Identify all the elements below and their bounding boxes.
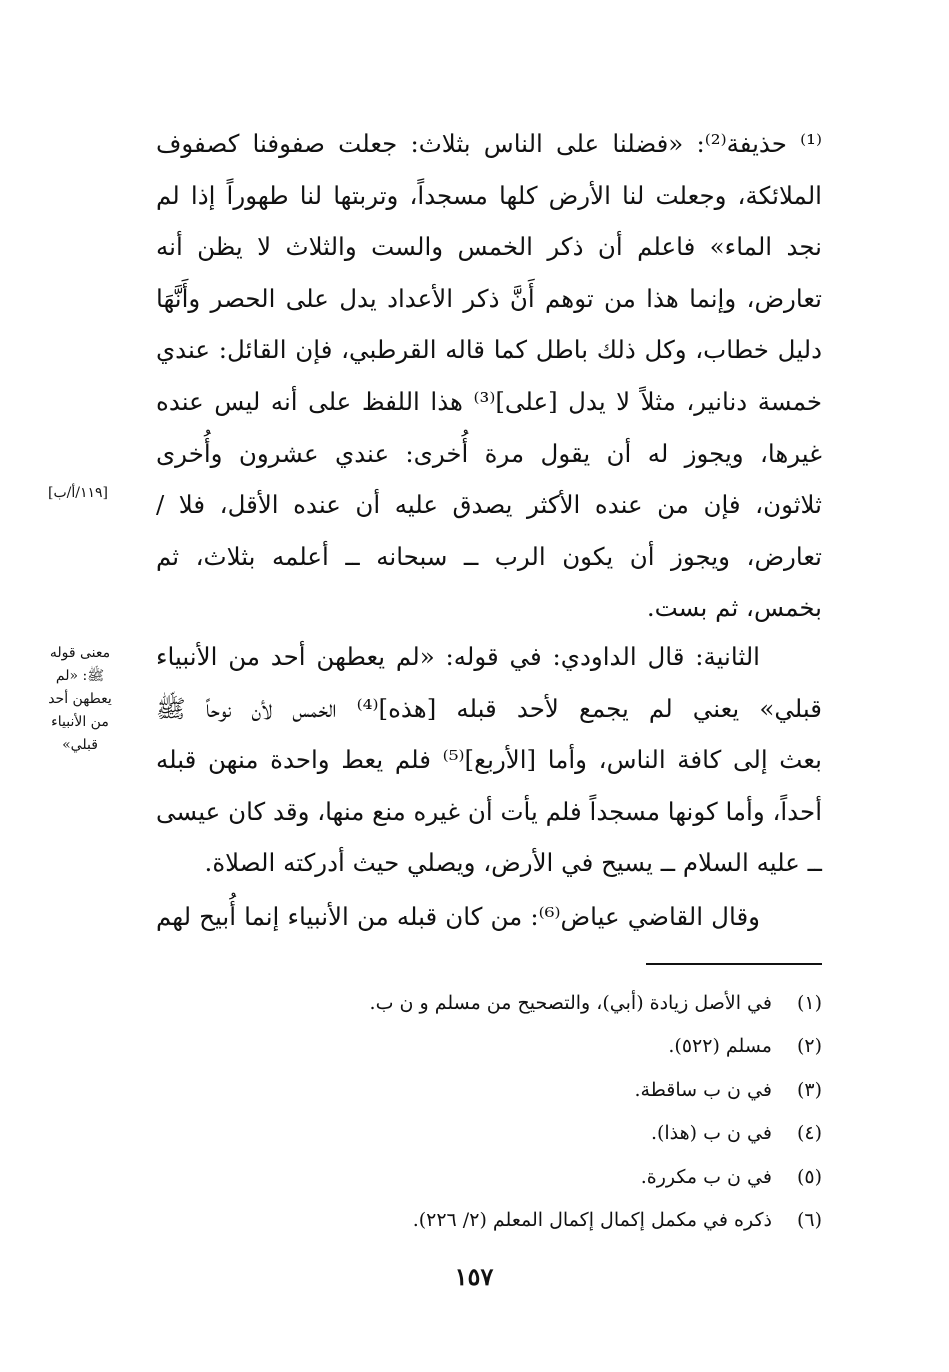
text-line: بخمس، ثم بست. (646, 593, 822, 623)
page-number: ١٥٧ (454, 1262, 494, 1291)
footnote-number: (٦) (796, 1208, 822, 1231)
text-line: ثلاثون، فإن من عنده الأكثر يصدق عليه أن عنده الأقل، فلا / (156, 490, 822, 520)
margin-note-line: قبلي» (62, 737, 98, 753)
margin-note-line: من الأنبياء (51, 714, 109, 730)
footnote-item (200, 1156, 822, 1199)
margin-note-line: معنى قوله (49, 645, 111, 661)
text-line: غيرها، ويجوز له أن يقول مرة أُخرى: عندي عشرون وأُخرى (156, 438, 822, 468)
footnote-text: في ن ب ساقطة. (634, 1078, 772, 1101)
footnote-number: (١) (796, 992, 822, 1014)
text-line: وقال القاضي عياض⁽⁶⁾: من كان قبله من الأنبياء إنما أُبيح لهم (156, 902, 760, 931)
footnote-number: (٣) (796, 1078, 822, 1101)
text-line: خمسة دنانير، مثلاً لا يدل [على]⁽³⁾ هذا اللفظ على أنه ليس عنده (156, 386, 823, 416)
footnote-text: في ن ب (هذا). (650, 1122, 772, 1145)
footnote-item (200, 1112, 822, 1155)
text-line: الملائكة، وجعلت لنا الأرض كلها مسجداً، وتربتها لنا طهوراً إذا لم (156, 180, 822, 210)
footnote-number: (٤) (796, 1122, 822, 1145)
margin-note-line: ﷺ: «لم (55, 668, 105, 684)
footnote-item (200, 982, 822, 1025)
text-line: أحداً، وأما كونها مسجداً فلم يأت أن غيره منع منها، وقد كان عيسى (156, 796, 822, 826)
footnote-text: في ن ب مكررة. (640, 1165, 772, 1188)
footnote-text: في الأصل زيادة (أبي)، والتصحيح من مسلم و ن ب. (369, 992, 772, 1014)
text-line: ⁽¹⁾ حذيفة⁽²⁾: «فضلنا على الناس بثلاث: جعلت صفوفنا كصفوف (156, 129, 822, 158)
footnote-text: مسلم (٥٢٢). (668, 1035, 772, 1058)
paragraph-qadi-iyad (156, 891, 822, 943)
footnote-separator (646, 963, 822, 965)
footnote-number: (٢) (796, 1035, 822, 1058)
footnote-number: (٥) (796, 1165, 822, 1188)
paragraph-hudhayfa-hadith (156, 118, 822, 634)
text-line: نجد الماء» فاعلم أن ذكر الخمس والست والثلاث لا يظن أنه (156, 232, 822, 262)
text-line: دليل خطاب، وكل ذلك باطل كما قاله القرطبي، فإن القائل: عندي (156, 335, 822, 365)
footnotes-list (200, 982, 822, 1242)
footnote-item (200, 1199, 822, 1242)
text-line: تعارض، ويجوز أن يكون الرب ــ سبحانه ــ أعلمه بثلاث، ثم (156, 541, 822, 571)
margin-note-line: يعطهن أحد (48, 691, 112, 707)
text-line: بعث إلى كافة الناس، وأما [الأربع]⁽⁵⁾ فلم يعط واحدة منهن قبله (156, 745, 822, 775)
footnote-item (200, 1069, 822, 1112)
margin-heading-note (22, 642, 138, 757)
footnote-text: ذكره في مكمل إكمال إكمال المعلم (٢/ ٢٢٦). (412, 1208, 772, 1231)
text-line: قبلي» يعني لم يجمع لأحد قبله [هذه]⁽⁴⁾ الخمس لأن نوحاً ﷺ (156, 693, 822, 723)
footnote-item (200, 1025, 822, 1068)
text-line: تعارض، وإنما هذا من توهم أَنَّ ذكر الأعداد يدل على الحصر وأَنَّهَا (156, 283, 822, 313)
text-line: الثانية: قال الداودي: في قوله: «لم يعطهن أحد من الأنبياء (156, 642, 760, 671)
text-line: ــ عليه السلام ــ يسيح في الأرض، ويصلي حيث أدركته الصلاة. (204, 848, 822, 878)
paragraph-second-point (156, 631, 822, 889)
manuscript-folio-reference: [١١٩/أ/ب] (48, 485, 108, 501)
